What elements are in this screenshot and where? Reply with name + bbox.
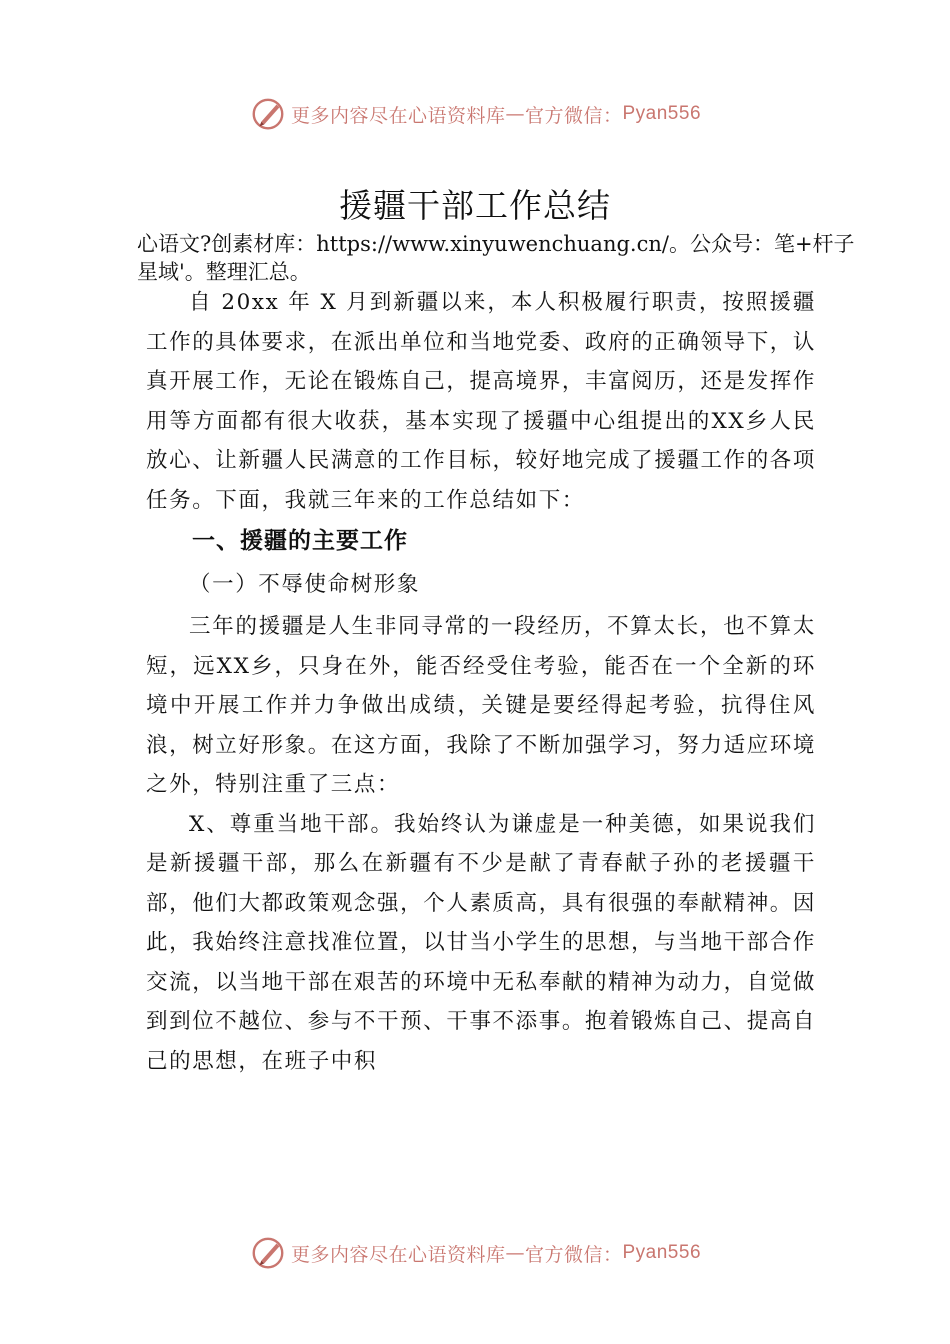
footer-brand: 更多内容尽在心语资料库 <box>290 1243 506 1266</box>
header-banner <box>0 94 950 134</box>
body-paragraph-2: X、尊重当地干部。我始终认为谦虚是一种美德，如果说我们是新援疆干部，那么在新疆有不少是献了青春献子孙的老援疆干部，他们大都政策观念强，个人素质高，具有很强的奉献精神。因此，我始终注意找准位置，以甘当小学生的思想，与当地干部合作交流，以当地干部在艰苦的环境中无私奉献的精神为动力，自觉做到到位不越位、参与不干预、干事不添事。抱着锻炼自己、提高自己的思想，在班子中积 <box>146 811 816 1074</box>
footer-separator: — <box>505 1242 525 1264</box>
source-line: 心语文?创素材库：https://www.xinyuwenchuang.cn/。公众号：笔+杆子星域'。整理汇总。 <box>137 232 855 284</box>
subsection-heading: （一）不辱使命树形象 <box>189 572 421 597</box>
banner-wechat-label: 官方微信： <box>524 104 623 127</box>
footer-banner <box>0 1233 950 1273</box>
banner-wechat-id: Pyan556 <box>622 103 702 124</box>
pen-logo-icon <box>249 1234 287 1272</box>
document-title: 援疆干部工作总结 <box>339 186 611 225</box>
banner-separator: — <box>505 103 525 125</box>
intro-paragraph: 自 20xx 年 X 月到新疆以来，本人积极履行职责，按照援疆工作的具体要求，在派出单位和当地党委、政府的正确领导下，认真开展工作，无论在锻炼自己，提高境界，丰富阅历，还是发挥作用等方面都有很大收获，基本实现了援疆中心组提出的XX乡人民放心、让新疆人民满意的工作目标，较好地完成了援疆工作的各项任务。下面，我就三年来的工作总结如下： <box>146 290 816 513</box>
document-body <box>146 283 816 1081</box>
section-heading: 一、援疆的主要工作 <box>192 528 408 554</box>
footer-wechat-label: 官方微信： <box>524 1243 623 1266</box>
pen-logo-icon <box>249 95 287 133</box>
body-paragraph-1: 三年的援疆是人生非同寻常的一段经历，不算太长，也不算太短，远XX乡，只身在外，能否经受住考验，能否在一个全新的环境中开展工作并力争做出成绩，关键是要经得起考验，抗得住风浪，树立好形象。在这方面，我除了不断加强学习，努力适应环境之外，特别注重了三点： <box>146 614 816 797</box>
footer-wechat-id: Pyan556 <box>622 1242 702 1263</box>
banner-brand: 更多内容尽在心语资料库 <box>290 104 506 127</box>
